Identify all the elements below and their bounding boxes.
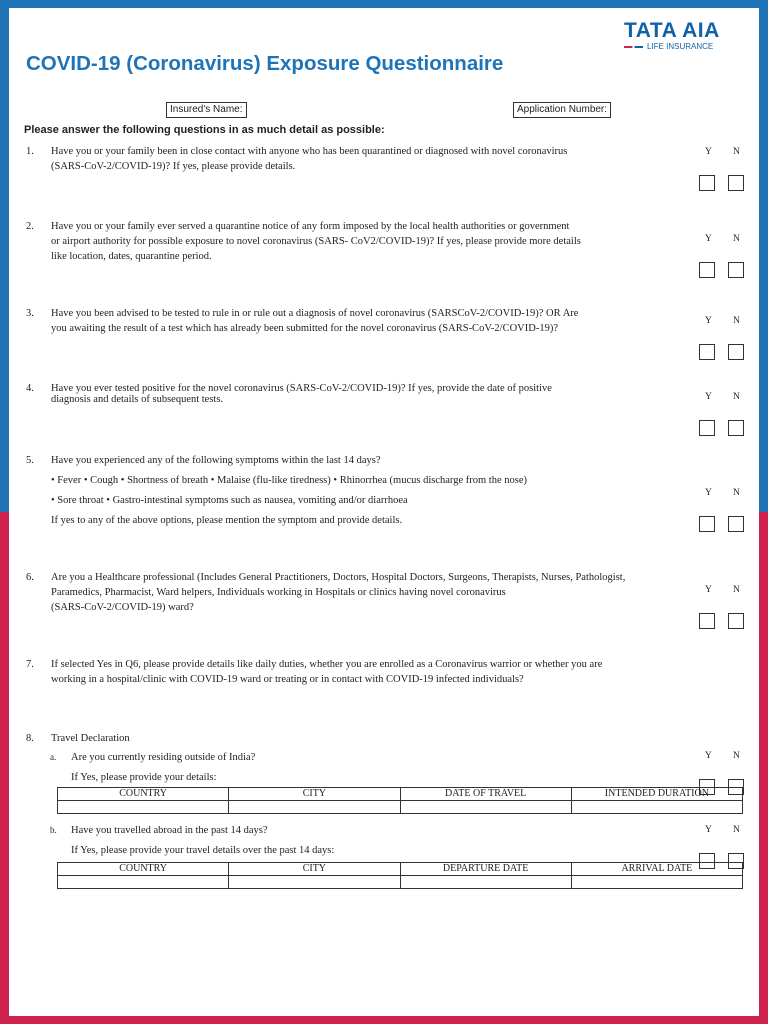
table-cell-input[interactable]: [58, 801, 229, 814]
table-cell-input[interactable]: [400, 801, 571, 814]
question-number: 5.: [26, 455, 34, 466]
question-8a: [50, 750, 690, 785]
question-7: [26, 657, 694, 687]
yes-checkbox[interactable]: [699, 175, 715, 191]
sub-question-text: Are you currently residing outside of India?: [71, 752, 256, 763]
table-cell-input[interactable]: [229, 876, 400, 889]
frame-left-border-blue: [0, 0, 9, 512]
table-cell-input[interactable]: [400, 876, 571, 889]
logo-dash-icon: [624, 46, 643, 48]
column-header: CITY: [229, 863, 400, 876]
column-header: COUNTRY: [58, 863, 229, 876]
no-label: N: [733, 585, 740, 595]
no-checkbox[interactable]: [728, 420, 744, 436]
yes-label: Y: [705, 147, 712, 157]
question-number: 3.: [26, 308, 34, 319]
question-number: 8.: [26, 733, 34, 744]
column-header: INTENDED DURATION: [571, 788, 742, 801]
logo-tagline: [624, 42, 746, 52]
yes-checkbox[interactable]: [699, 262, 715, 278]
question-6: [26, 570, 694, 615]
sub-question-text: Have you travelled abroad in the past 14 days?: [71, 825, 268, 836]
yes-label: Y: [705, 488, 712, 498]
page-title: COVID-19 (Coronavirus) Exposure Questionnaire: [26, 52, 504, 75]
question-line: Have you been advised to be tested to rule in or rule out a diagnosis of novel coronavirus (SARSCoV-2/COVID-19)? OR Are: [51, 308, 579, 319]
yes-label: Y: [705, 316, 712, 326]
application-number-field[interactable]: Application Number:: [513, 102, 611, 118]
question-line: Have you or your family ever served a quarantine notice of any form imposed by the local health authorities or government: [51, 221, 570, 232]
yes-checkbox[interactable]: [699, 420, 715, 436]
question-line: working in a hospital/clinic with COVID-19 ward or treating or in contact with COVID-19 infected individuals?: [51, 674, 524, 685]
no-checkbox[interactable]: [728, 344, 744, 360]
logo-tagline-text: LIFE INSURANCE: [647, 42, 714, 51]
sub-question-letter: b.: [50, 825, 57, 835]
question-8b: [50, 823, 690, 858]
no-label: N: [733, 147, 740, 157]
yes-label: Y: [705, 392, 712, 402]
no-checkbox[interactable]: [728, 613, 744, 629]
question-number: 4.: [26, 383, 34, 394]
question-line: Have you ever tested positive for the novel coronavirus (SARS-CoV-2/COVID-19)? If yes, provide the date of positive: [51, 383, 552, 394]
instruction-text: Please answer the following questions in as much detail as possible:: [24, 124, 385, 136]
table-row: [58, 876, 743, 889]
frame-right-border-blue: [759, 0, 768, 512]
logo-wordmark: TATA AIA: [624, 19, 720, 42]
no-checkbox[interactable]: [728, 262, 744, 278]
column-header: COUNTRY: [58, 788, 229, 801]
frame-bottom-border: [0, 1016, 768, 1024]
question-line: like location, dates, quarantine period.: [51, 251, 212, 262]
frame-top-border: [0, 0, 768, 8]
insured-name-field[interactable]: Insured's Name:: [166, 102, 247, 118]
question-4: [26, 383, 694, 405]
table-cell-input[interactable]: [229, 801, 400, 814]
column-header: ARRIVAL DATE: [571, 863, 742, 876]
table-cell-input[interactable]: [571, 876, 742, 889]
table-header-row: [58, 788, 743, 801]
question-line: you awaiting the result of a test which has already been submitted for the novel coronavirus (SARS-CoV-2/COVID-19)?: [51, 323, 558, 334]
column-header: DEPARTURE DATE: [400, 863, 571, 876]
frame-right-border-red: [759, 512, 768, 1024]
question-line: or airport authority for possible exposure to novel coronavirus (SARS- CoV2/COVID-19)? If yes, please provide more details: [51, 236, 581, 247]
column-header: DATE OF TRAVEL: [400, 788, 571, 801]
sub-question-prompt: If Yes, please provide your details:: [71, 772, 217, 783]
question-1: [26, 144, 694, 174]
sub-question-prompt: If Yes, please provide your travel details over the past 14 days:: [71, 845, 335, 856]
no-label: N: [733, 825, 740, 835]
no-label: N: [733, 316, 740, 326]
table-cell-input[interactable]: [571, 801, 742, 814]
residence-table: [57, 787, 743, 814]
question-number: 2.: [26, 221, 34, 232]
no-label: N: [733, 234, 740, 244]
question-line: (SARS-CoV-2/COVID-19) ward?: [51, 602, 194, 613]
question-line: If selected Yes in Q6, please provide details like daily duties, whether you are enrolled as a Coronavirus warrior or whether you are: [51, 659, 603, 670]
column-header: CITY: [229, 788, 400, 801]
yes-checkbox[interactable]: [699, 516, 715, 532]
question-2: [26, 219, 694, 264]
table-header-row: [58, 863, 743, 876]
question-line: If yes to any of the above options, please mention the symptom and provide details.: [51, 515, 403, 526]
question-line: diagnosis and details of subsequent tests.: [51, 394, 224, 405]
symptom-list: • Sore throat • Gastro-intestinal symptoms such as nausea, vomiting and/or diarrhoea: [51, 495, 408, 506]
no-checkbox[interactable]: [728, 175, 744, 191]
symptom-list: • Fever • Cough • Shortness of breath • Malaise (flu-like tiredness) • Rhinorrhea (mucus discharge from the nose): [51, 475, 527, 486]
travel-history-table: [57, 862, 743, 889]
company-logo: [624, 20, 746, 52]
yes-label: Y: [705, 825, 712, 835]
question-5: [26, 453, 694, 528]
yes-label: Y: [705, 234, 712, 244]
no-label: N: [733, 488, 740, 498]
question-line: (SARS-CoV-2/COVID-19)? If yes, please provide details.: [51, 161, 296, 172]
question-line: Paramedics, Pharmacist, Ward helpers, Individuals working in Hospitals or clinics having novel coronavirus: [51, 587, 506, 598]
question-line: Are you a Healthcare professional (Includes General Practitioners, Doctors, Hospital Doctors, Surgeons, Therapists, Nurses, Pathologist,: [51, 572, 626, 583]
no-label: N: [733, 751, 740, 761]
question-line: Have you or your family been in close contact with anyone who has been quarantined or diagnosed with novel coronavirus: [51, 146, 568, 157]
table-row: [58, 801, 743, 814]
yes-label: Y: [705, 751, 712, 761]
yes-checkbox[interactable]: [699, 344, 715, 360]
question-8: [26, 731, 694, 746]
travel-declaration-title: Travel Declaration: [51, 733, 130, 744]
frame-left-border-red: [0, 512, 9, 1024]
question-line: Have you experienced any of the following symptoms within the last 14 days?: [51, 455, 381, 466]
no-label: N: [733, 392, 740, 402]
table-cell-input[interactable]: [58, 876, 229, 889]
yes-label: Y: [705, 585, 712, 595]
sub-question-letter: a.: [50, 752, 57, 762]
no-checkbox[interactable]: [728, 516, 744, 532]
yes-checkbox[interactable]: [699, 613, 715, 629]
question-3: [26, 306, 694, 336]
question-number: 1.: [26, 146, 34, 157]
question-number: 6.: [26, 572, 34, 583]
question-number: 7.: [26, 659, 34, 670]
